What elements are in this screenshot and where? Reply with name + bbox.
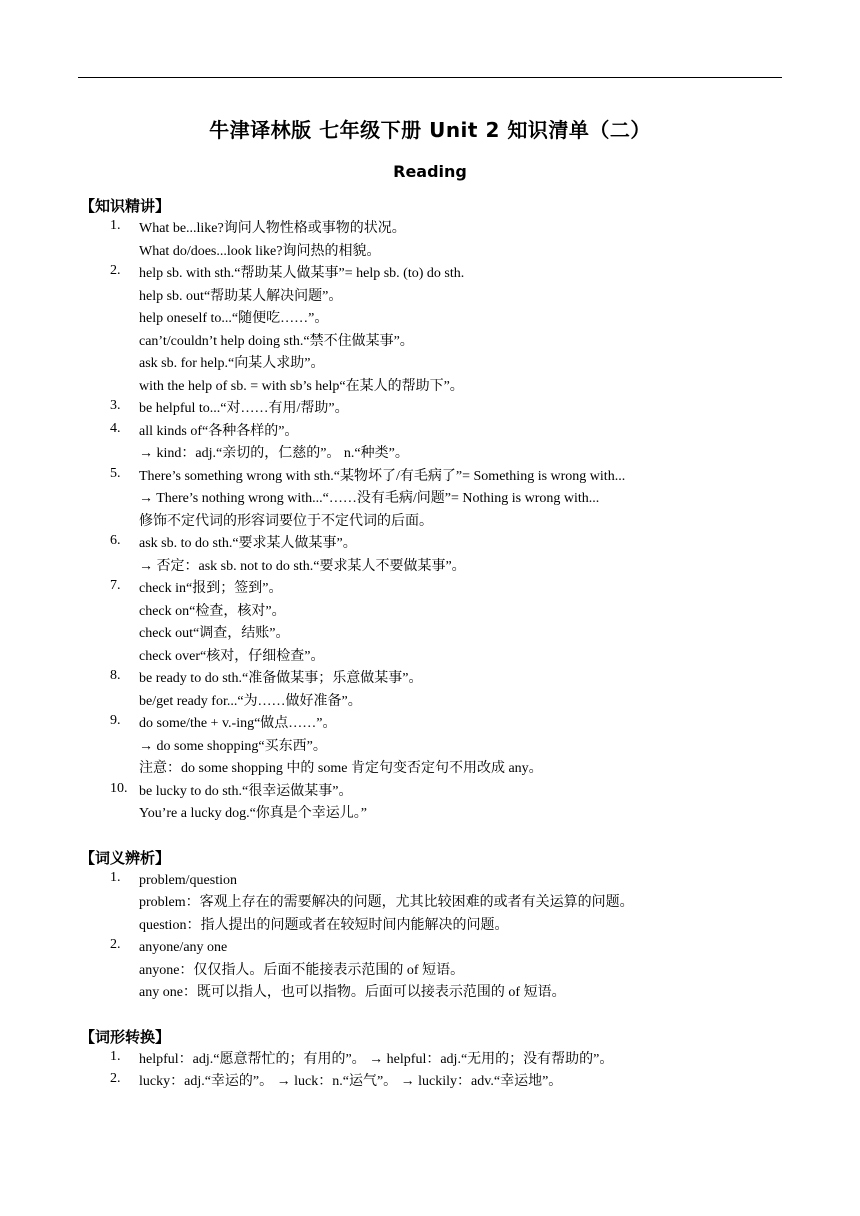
list-item xyxy=(80,466,800,534)
item-line: 注意：do some shopping 中的 some 肯定句变否定句不用改成 any。 xyxy=(139,761,543,776)
item-line: helpful：adj.“愿意帮忙的；有用的”。 → helpful：adj.“无用的；没有帮助的”。 xyxy=(139,1051,614,1067)
item-line: help oneself to...“随便吃……”。 xyxy=(139,311,329,326)
section-heading: 【知识精讲】 xyxy=(80,197,171,215)
section-heading: 【词形转换】 xyxy=(80,1027,171,1046)
item-line: → 否定：ask sb. not to do sth.“要求某人不要做某事”。 xyxy=(139,558,466,574)
item-line: be helpful to...“对……有用/帮助”。 xyxy=(139,401,349,416)
item-line: any one：既可以指人，也可以指物。后面可以接表示范围的 of 短语。 xyxy=(139,985,566,1000)
item-number: 8. xyxy=(110,668,121,683)
item-number: 7. xyxy=(110,578,121,593)
list-item xyxy=(80,1049,800,1072)
item-line: → do some shopping“买东西”。 xyxy=(139,738,327,754)
list-item xyxy=(80,870,800,938)
item-line: help sb. out“帮助某人解决问题”。 xyxy=(139,288,343,304)
item-number: 3. xyxy=(110,398,121,413)
section-word-forms xyxy=(80,1025,800,1094)
item-line: problem/question xyxy=(139,872,237,888)
list-item xyxy=(80,937,800,1005)
document-subtitle: Reading xyxy=(393,162,467,181)
list-item xyxy=(80,218,800,263)
item-line: You’re a lucky dog.“你真是个幸运儿。” xyxy=(139,806,367,821)
item-number: 2. xyxy=(110,1071,121,1086)
item-number: 4. xyxy=(110,420,121,436)
item-number: 6. xyxy=(110,533,121,548)
item-line: with the help of sb. = with sb’s help“在某人的帮助下”。 xyxy=(139,378,464,394)
header-rule xyxy=(78,77,782,78)
item-number: 10. xyxy=(110,780,128,796)
item-number: 2. xyxy=(110,263,121,278)
item-number: 9. xyxy=(110,713,121,728)
list-item xyxy=(80,421,800,466)
item-line: be ready to do sth.“准备做某事；乐意做某事”。 xyxy=(139,671,423,686)
item-line: anyone：仅仅指人。后面不能接表示范围的 of 短语。 xyxy=(139,962,465,978)
list-item xyxy=(80,398,800,421)
item-line: be/get ready for...“为……做好准备”。 xyxy=(139,693,362,709)
list-item xyxy=(80,578,800,668)
item-line: ask sb. for help.“向某人求助”。 xyxy=(139,356,325,371)
section-word-meaning xyxy=(80,846,800,1005)
item-line: What be...like?询问人物性格或事物的状况。 xyxy=(139,221,406,236)
list-item xyxy=(80,668,800,713)
list-item xyxy=(80,533,800,578)
list-item xyxy=(80,1071,800,1094)
item-number: 2. xyxy=(110,937,121,952)
item-line: do some/the + v.-ing“做点……”。 xyxy=(139,716,337,731)
item-line: anyone/any one xyxy=(139,940,228,955)
item-number: 1. xyxy=(110,869,121,885)
list-item xyxy=(80,713,800,781)
item-line: question：指人提出的问题或者在较短时间内能解决的问题。 xyxy=(139,917,509,933)
item-line: problem：客观上存在的需要解决的问题，尤其比较困难的或者有关运算的问题。 xyxy=(139,895,634,910)
item-line: There’s something wrong with sth.“某物坏了/有毛病了”= Something is wrong with... xyxy=(139,468,626,484)
item-line: ask sb. to do sth.“要求某人做某事”。 xyxy=(139,536,357,551)
item-line: can’t/couldn’t help doing sth.“禁不住做某事”。 xyxy=(139,333,414,349)
item-number: 5. xyxy=(110,465,121,481)
item-line: What do/does...look like?询问热的相貌。 xyxy=(139,243,381,259)
item-line: → There’s nothing wrong with...“……没有毛病/问题”= Nothing is wrong with... xyxy=(139,491,600,506)
item-line: check over“核对，仔细检查”。 xyxy=(139,648,325,664)
section-knowledge xyxy=(80,194,800,826)
item-line: all kinds of“各种各样的”。 xyxy=(139,423,299,439)
item-line: check on“检查，核对”。 xyxy=(139,603,286,619)
section-heading: 【词义辨析】 xyxy=(80,848,171,867)
item-line: check out“调查，结账”。 xyxy=(139,626,290,641)
item-line: → kind：adj.“亲切的，仁慈的”。 n.“种类”。 xyxy=(139,446,409,461)
item-line: lucky：adj.“幸运的”。 → luck：n.“运气”。 → luckily：adv.“幸运地”。 xyxy=(139,1074,563,1089)
item-number: 1. xyxy=(110,1048,121,1064)
item-number: 1. xyxy=(110,218,121,233)
list-item xyxy=(80,263,800,398)
item-line: check in“报到；签到”。 xyxy=(139,581,283,596)
item-line: be lucky to do sth.“很幸运做某事”。 xyxy=(139,783,353,799)
document-body xyxy=(80,194,800,1094)
item-line: 修饰不定代词的形容词要位于不定代词的后面。 xyxy=(139,513,433,529)
item-line: help sb. with sth.“帮助某人做某事”= help sb. (to) do sth. xyxy=(139,266,465,281)
list-item xyxy=(80,781,800,826)
document-title: 牛津译林版 七年级下册 Unit 2 知识清单（二） xyxy=(209,118,651,142)
